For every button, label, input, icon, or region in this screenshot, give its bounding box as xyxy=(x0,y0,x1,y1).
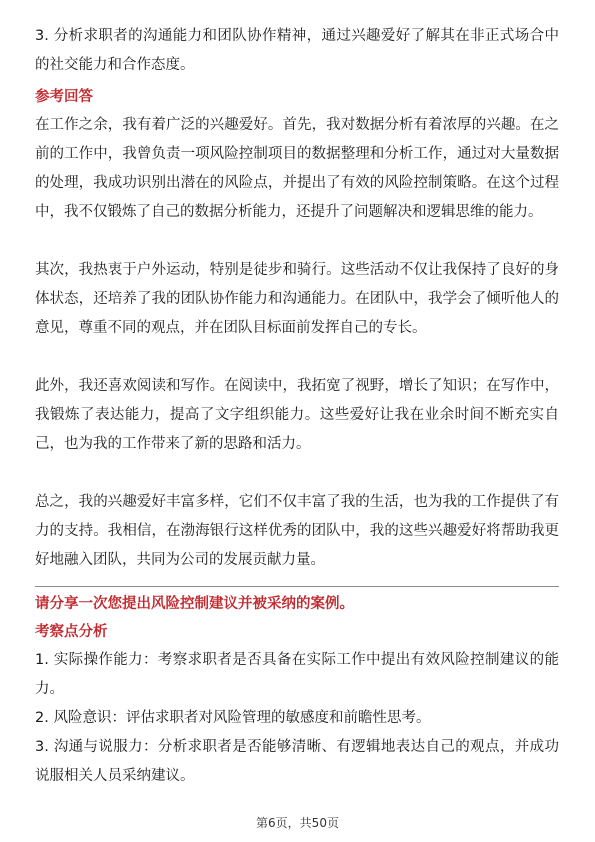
analysis-item-1: 1. 实际操作能力：考察求职者是否具备在实际工作中提出有效风险控制建议的能力。 xyxy=(35,652,559,697)
analysis-item-3: 3. 沟通与说服力：分析求职者是否能够清晰、有逻辑地表达自己的观点，并成功说服相关人员采纳建议。 xyxy=(35,739,559,784)
answer-paragraph-4: 总之，我的兴趣爱好丰富多样，它们不仅丰富了我的生活，也为我的工作提供了有力的支持。我相信，在渤海银行这样优秀的团队中，我的这些兴趣爱好将帮助我更好地融入团队，共同为公司的发展贡献力量。 xyxy=(35,494,559,568)
prev-analysis-item: 3. 分析求职者的沟通能力和团队协作精神，通过兴趣爱好了解其在非正式场合中的社交能力和合作态度。 xyxy=(35,28,559,73)
answer-paragraph-3: 此外，我还喜欢阅读和写作。在阅读中，我拓宽了视野，增长了知识；在写作中，我锻炼了表达能力，提高了文字组织能力。这些爱好让我在业余时间不断充实自己，也为我的工作带来了新的思路和活力。 xyxy=(35,378,559,452)
answer-paragraph-2: 其次，我热衷于户外运动，特别是徒步和骑行。这些活动不仅让我保持了良好的身体状态，还培养了我的团队协作能力和沟通能力。在团队中，我学会了倾听他人的意见，尊重不同的观点，并在团队目标面前发挥自己的专长。 xyxy=(35,262,559,336)
answer-paragraph-1: 在工作之余，我有着广泛的兴趣爱好。首先，我对数据分析有着浓厚的兴趣。在之前的工作中，我曾负责一项风险控制项目的数据整理和分析工作，通过对大量数据的处理，我成功识别出潜在的风险点，并提出了有效的风险控制策略。在这个过程中，我不仅锻炼了自己的数据分析能力，还提升了问题解决和逻辑思维的能力。 xyxy=(35,117,559,220)
page-number: 第6页，共50页 xyxy=(256,816,339,830)
answer-heading: 参考回答 xyxy=(35,89,93,105)
section-divider xyxy=(35,586,559,587)
analysis-heading: 考察点分析 xyxy=(35,624,108,640)
page-content xyxy=(35,22,559,791)
analysis-item-2: 2. 风险意识：评估求职者对风险管理的敏感度和前瞻性思考。 xyxy=(35,710,431,726)
question-title: 请分享一次您提出风险控制建议并被采纳的案例。 xyxy=(35,596,354,612)
